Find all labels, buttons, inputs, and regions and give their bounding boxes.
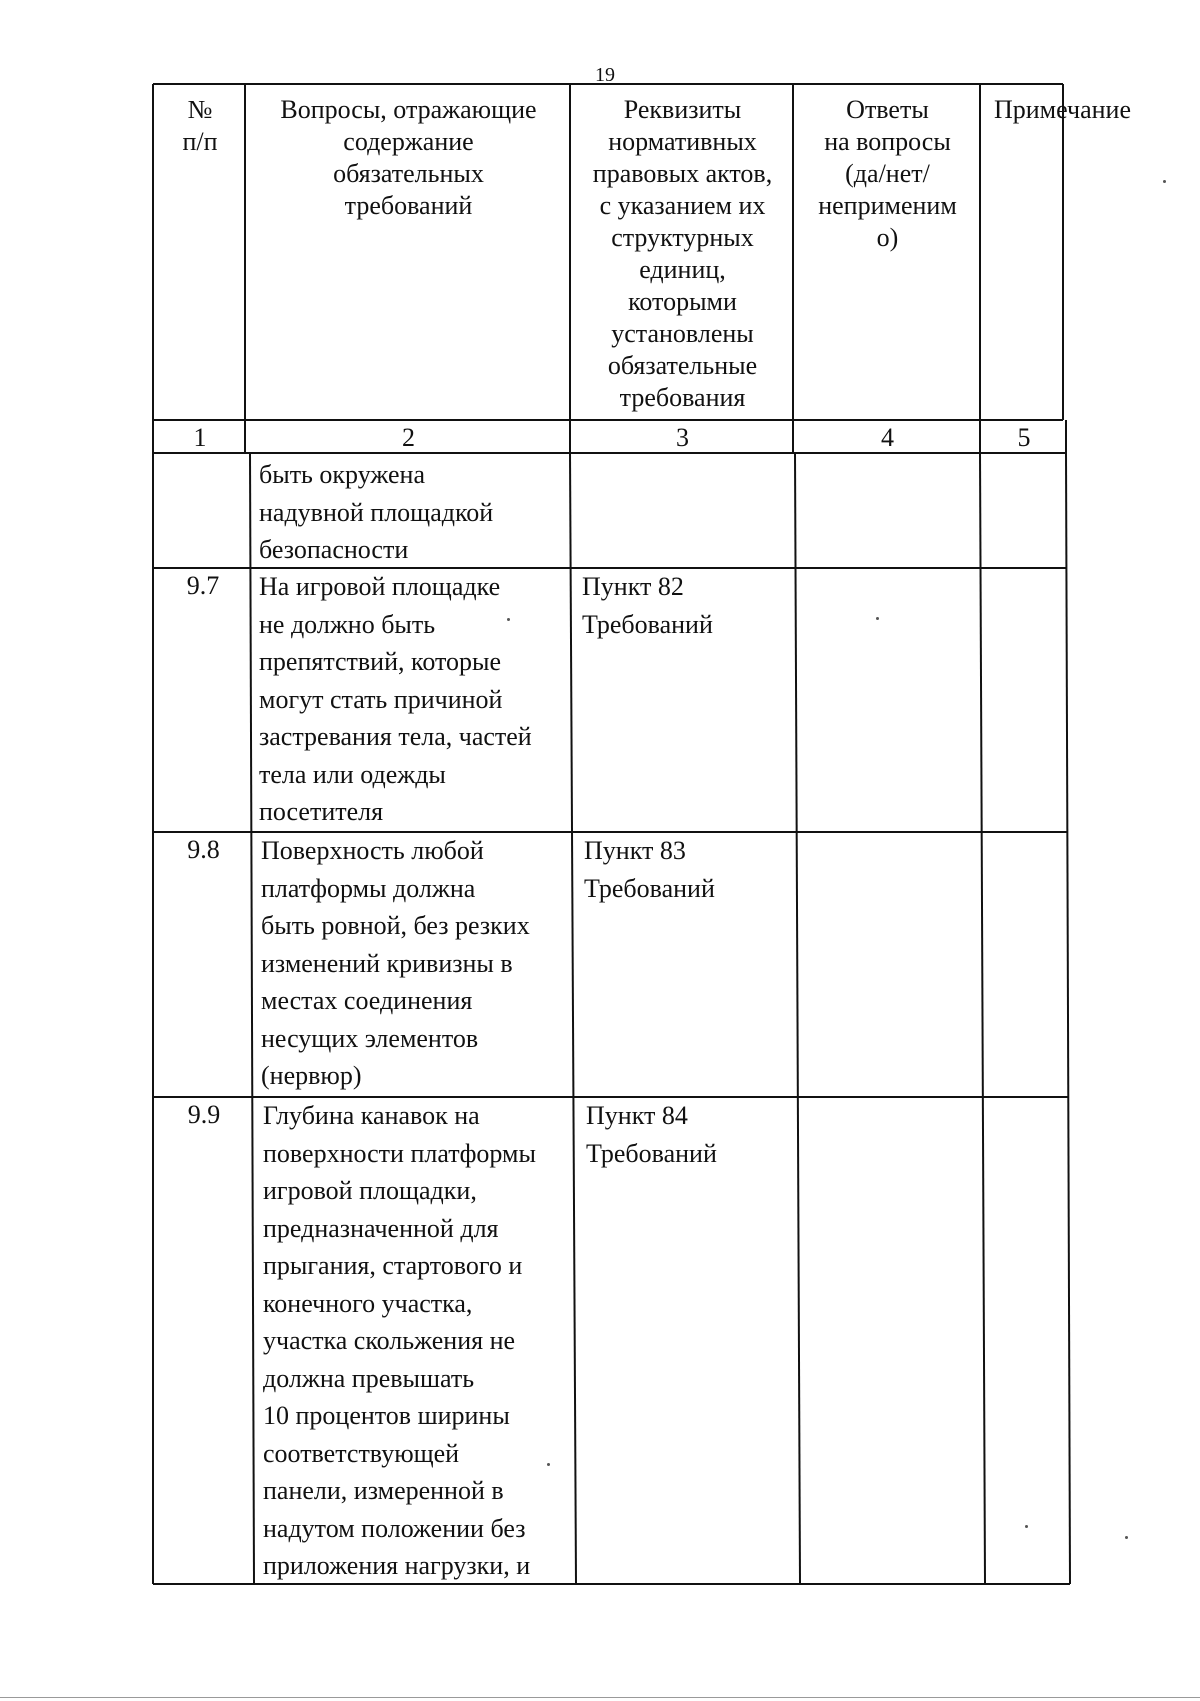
row-9-7-number: 9.7 [186, 571, 220, 600]
row-9-9-number: 9.9 [187, 1100, 221, 1129]
row-9-9-reference: Пункт 84 Требований [586, 1101, 717, 1168]
scan-speck [1025, 1525, 1028, 1528]
header-legal-references: Реквизиты нормативных правовых актов, с указанием их структурных единиц, которыми установлены обязательные требования [592, 95, 773, 412]
header-number: № п/п [182, 95, 218, 156]
column-number-3: 3 [676, 423, 689, 452]
scan-speck [1125, 1536, 1128, 1539]
scan-speck [1163, 180, 1166, 183]
header-questions: Вопросы, отражающие содержание обязательных требований [280, 95, 537, 220]
row-9-8-number: 9.8 [187, 835, 220, 864]
column-number-4: 4 [881, 423, 894, 452]
scan-speck [547, 1463, 550, 1466]
column-number-2: 2 [402, 423, 415, 452]
row-continuation-question: быть окружена надувной площадкой безопасности [259, 460, 494, 564]
row-9-7-question: На игровой площадке не должно быть препятствий, которые могут стать причиной застревания тела, частей тела или одежды посетителя [259, 572, 532, 826]
row-9-7-reference: Пункт 82 Требований [582, 572, 713, 639]
row-9-8-reference: Пункт 83 Требований [584, 836, 715, 903]
row-9-8-question: Поверхность любой платформы должна быть ровной, без резких изменений кривизны в местах соединения несущих элементов (нервюр) [261, 836, 530, 1090]
row-9-9-question: Глубина канавок на поверхности платформы игровой площадки, предназначенной для прыгания, стартового и конечного участка, участка скольжения не должна превышать 10 процентов ширины соответствующей панели, измеренной в надутом положении без приложения нагрузки, и [263, 1101, 536, 1580]
column-number-1: 1 [193, 423, 207, 452]
header-answers: Ответы на вопросы (да/нет/ неприменим о) [818, 95, 957, 252]
scan-edge-line [0, 1697, 1200, 1698]
header-note: Примечание [993, 95, 1132, 124]
page-number: 19 [595, 64, 615, 86]
column-number-5: 5 [1017, 423, 1031, 452]
scan-speck [507, 618, 510, 621]
scan-speck [876, 617, 879, 620]
